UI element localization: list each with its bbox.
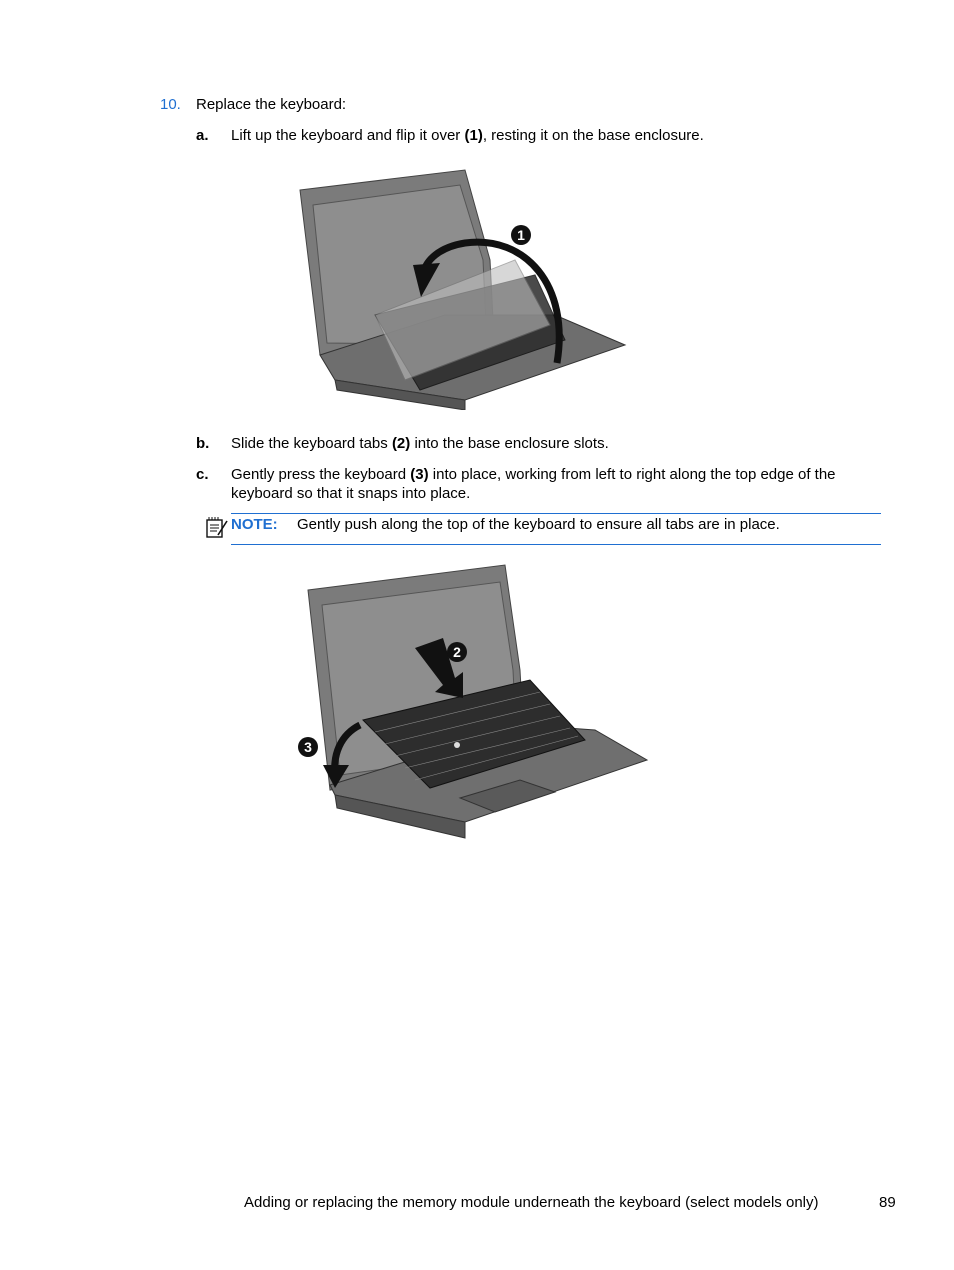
footer-title: Adding or replacing the memory module underneath the keyboard (select models only) [244, 1194, 819, 1211]
callout-1-text: 1 [517, 227, 525, 243]
substep-b-letter: b. [196, 435, 210, 452]
note-label: NOTE: [231, 516, 278, 533]
note-icon [205, 516, 229, 540]
step-number: 10. [160, 96, 181, 113]
callout-2-text: 2 [453, 644, 461, 660]
note-text: Gently push along the top of the keyboard to ensure all tabs are in place. [297, 516, 780, 533]
note-rule-top [231, 513, 881, 514]
note-rule-bottom [231, 544, 881, 545]
step-text: Replace the keyboard: [196, 96, 347, 113]
substep-b-text: Slide the keyboard tabs (2) into the base enclosure slots. [231, 435, 609, 452]
callout-3-text: 3 [304, 739, 312, 755]
substep-c-text: Gently press the keyboard (3) into place, working from left to right along the top edge of the [231, 466, 836, 483]
substep-c-text-line2: keyboard so that it snaps into place. [231, 485, 471, 502]
keyboard-flip-illustration [295, 165, 630, 410]
keyboard-insert-illustration [295, 560, 655, 840]
substep-a-text: Lift up the keyboard and flip it over (1), resting it on the base enclosure. [231, 127, 704, 144]
page-number: 89 [879, 1194, 896, 1211]
substep-a-letter: a. [196, 127, 209, 144]
pointing-stick [454, 742, 460, 748]
substep-c-letter: c. [196, 466, 209, 483]
